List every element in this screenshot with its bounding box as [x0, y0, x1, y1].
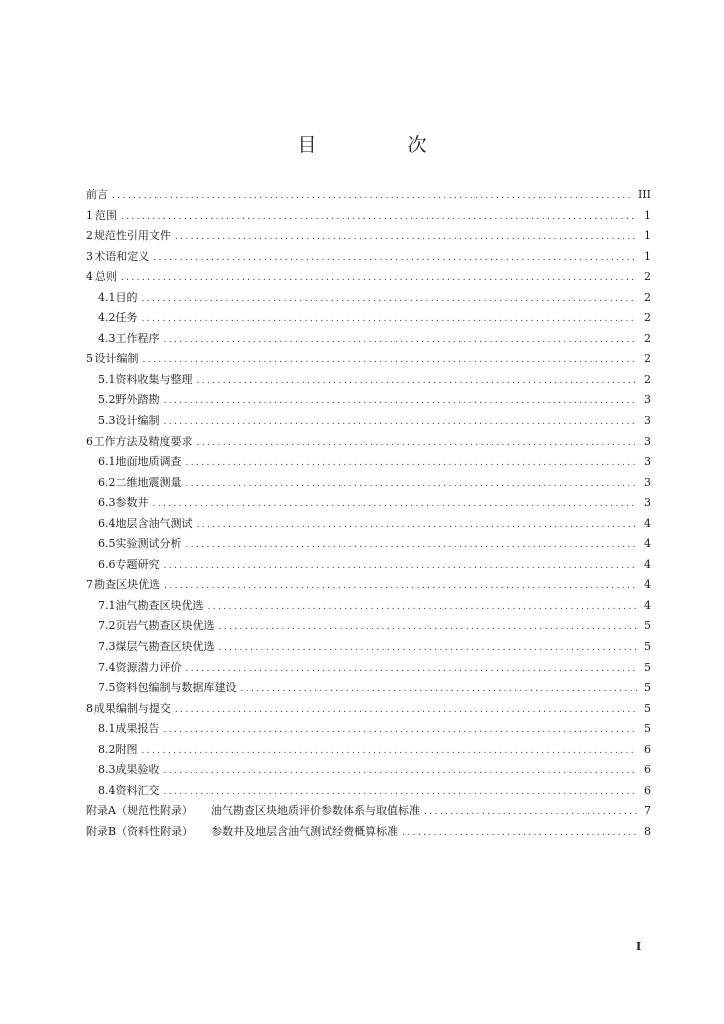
toc-entry[interactable]	[86, 658, 651, 679]
toc-entry[interactable]	[86, 575, 651, 596]
toc-entry-page: 4	[644, 598, 651, 612]
dot-leader	[164, 576, 637, 597]
toc-entry-label: 目的	[115, 290, 138, 304]
toc-entry-number: 6.3	[98, 496, 116, 510]
toc-entry[interactable]	[86, 740, 651, 761]
toc-entry-page: 2	[644, 352, 651, 366]
annex-prefix: 附录B（资料性附录）	[86, 824, 194, 838]
toc-entry-label: 工作程序	[115, 331, 160, 345]
toc-entry-page: 3	[644, 496, 651, 510]
toc-entry-page: 2	[644, 311, 651, 325]
toc-entry[interactable]	[86, 473, 651, 494]
toc-entry-label: 油气勘查区块优选	[115, 598, 204, 612]
toc-entry-label: 成果编制与提交	[93, 701, 171, 715]
table-of-contents	[86, 185, 651, 843]
toc-entry[interactable]	[86, 349, 651, 370]
toc-entry-number: 3	[86, 249, 93, 263]
toc-entry-page: 2	[644, 372, 651, 386]
dot-leader	[164, 761, 638, 782]
toc-entry-label: 资料汇交	[115, 783, 160, 797]
toc-entry-page: 5	[644, 660, 651, 674]
toc-entry-number: 8.1	[98, 722, 116, 736]
dot-leader	[164, 782, 638, 803]
toc-entry[interactable]	[86, 781, 651, 802]
toc-entry-number: 7.1	[98, 598, 116, 612]
toc-entry-label: 成果验收	[115, 763, 160, 777]
dot-leader	[164, 556, 638, 577]
toc-entry-label: 野外踏勘	[115, 393, 160, 407]
dot-leader	[164, 412, 638, 433]
toc-entry-label: 设计编制	[115, 414, 160, 428]
dot-leader	[142, 741, 638, 762]
toc-entry-label: 煤层气勘查区块优选	[115, 640, 215, 654]
toc-entry-number: 4.1	[98, 290, 116, 304]
toc-entry-page: 1	[644, 249, 651, 263]
dot-leader	[219, 638, 638, 659]
toc-entry-page: 2	[644, 270, 651, 284]
toc-entry-page: 3	[644, 475, 651, 489]
toc-entry-page: 5	[644, 619, 651, 633]
toc-entry-number: 2	[86, 229, 93, 243]
toc-entry-label: 地层含油气测试	[115, 516, 193, 530]
toc-entry[interactable]	[86, 411, 651, 432]
toc-entry[interactable]	[86, 226, 651, 247]
dot-leader	[112, 186, 634, 207]
toc-entry-number: 7.5	[98, 681, 116, 695]
toc-entry-number: 4.3	[98, 331, 116, 345]
toc-entry-label: 资料包编制与数据库建设	[115, 681, 237, 695]
toc-entry-page: 3	[644, 393, 651, 407]
toc-entry-label: 附图	[115, 742, 138, 756]
toc-entry-label: 规范性引用文件	[93, 229, 171, 243]
toc-entry-number: 5	[86, 352, 93, 366]
toc-entry-label: 总则	[94, 270, 117, 284]
toc-entry-number: 7.3	[98, 640, 116, 654]
toc-entry-page: 6	[644, 763, 651, 777]
toc-entry[interactable]	[86, 678, 651, 699]
toc-entry[interactable]	[86, 206, 651, 227]
toc-entry[interactable]	[86, 452, 651, 473]
toc-entry[interactable]	[86, 493, 651, 514]
toc-entry-page: 4	[644, 516, 651, 530]
toc-entry-number: 7.2	[98, 619, 116, 633]
toc-entry-page: 3	[644, 455, 651, 469]
toc-entry-label: 地面地质调查	[115, 455, 182, 469]
dot-leader	[197, 433, 637, 454]
toc-entry-label: 范围	[94, 208, 117, 222]
dot-leader	[175, 700, 637, 721]
annex-label: 参数井及地层含油气测试经费概算标准	[211, 824, 399, 838]
toc-entry-label: 资源潜力评价	[115, 660, 182, 674]
annex-label: 油气勘查区块地质评价参数体系与取值标准	[210, 804, 420, 818]
toc-entry[interactable]	[86, 699, 651, 720]
annex-page: 8	[644, 824, 651, 838]
toc-entry-label: 参数井	[115, 496, 149, 510]
toc-entry-page: 2	[644, 290, 651, 304]
toc-entry-number: 4.2	[98, 311, 116, 325]
toc-entry-page: 6	[644, 783, 651, 797]
dot-leader	[186, 453, 638, 474]
toc-entry-page: 1	[644, 208, 651, 222]
toc-entry-page: III	[637, 188, 651, 201]
dot-leader	[153, 248, 637, 269]
toc-entry[interactable]	[86, 719, 651, 740]
toc-entry-number: 7.4	[98, 660, 116, 674]
toc-entry-page: 5	[644, 722, 651, 736]
toc-entry-page: 4	[644, 578, 651, 592]
toc-entry[interactable]	[86, 432, 651, 453]
dot-leader	[241, 679, 638, 700]
toc-entry[interactable]	[86, 267, 651, 288]
toc-entry[interactable]	[86, 637, 651, 658]
toc-entry[interactable]	[86, 555, 651, 576]
dot-leader	[197, 371, 638, 392]
toc-annex-entry[interactable]	[86, 801, 651, 822]
dot-leader	[219, 617, 638, 638]
dot-leader	[175, 227, 637, 248]
toc-entry-page: 6	[644, 742, 651, 756]
toc-entry-number: 5.2	[98, 393, 116, 407]
dot-leader	[186, 659, 638, 680]
toc-entry-label: 勘查区块优选	[94, 578, 161, 592]
toc-entry-label: 成果报告	[115, 722, 160, 736]
toc-entry-number: 6.4	[98, 516, 116, 530]
toc-entry-number: 8.2	[98, 742, 116, 756]
toc-entry-number: 7	[86, 578, 93, 592]
dot-leader	[142, 309, 638, 330]
toc-entry-page: 3	[644, 414, 651, 428]
toc-entry-number: 8.4	[98, 783, 116, 797]
toc-entry-number: 4	[86, 270, 93, 284]
toc-entry-page: 2	[644, 331, 651, 345]
toc-entry-label: 术语和定义	[94, 249, 150, 263]
toc-entry[interactable]	[86, 596, 651, 617]
annex-prefix: 附录A（规范性附录）	[86, 804, 193, 818]
dot-leader	[164, 720, 638, 741]
toc-entry-label: 工作方法及精度要求	[93, 434, 193, 448]
toc-entry-page: 5	[644, 681, 651, 695]
toc-entry-number: 6.5	[98, 537, 116, 551]
toc-entry-page: 5	[644, 640, 651, 654]
toc-entry-page: 5	[644, 701, 651, 715]
annex-page: 7	[644, 804, 651, 818]
dot-leader	[142, 289, 638, 310]
toc-entry-number: 5.1	[98, 372, 116, 386]
dot-leader	[208, 597, 638, 618]
toc-entry-label: 设计编制	[94, 352, 139, 366]
toc-entry[interactable]	[86, 247, 651, 268]
toc-entry[interactable]	[86, 390, 651, 411]
toc-entry[interactable]	[86, 329, 651, 350]
toc-entry-label: 任务	[115, 311, 138, 325]
toc-entry-label: 资料收集与整理	[115, 372, 193, 386]
dot-leader	[164, 391, 638, 412]
dot-leader	[142, 350, 637, 371]
dot-leader	[153, 494, 638, 515]
toc-entry-number: 6.1	[98, 455, 116, 469]
toc-entry[interactable]	[86, 185, 651, 206]
dot-leader	[121, 268, 637, 289]
toc-entry-label: 前言	[86, 188, 108, 201]
toc-entry-number: 5.3	[98, 414, 116, 428]
dot-leader	[121, 207, 637, 228]
footer-page-number: I	[636, 940, 642, 953]
toc-annex-entry[interactable]	[86, 822, 651, 843]
page-title: 目 次	[297, 134, 463, 156]
toc-entry[interactable]	[86, 514, 651, 535]
dot-leader	[197, 515, 638, 536]
dot-leader	[424, 802, 637, 823]
dot-leader	[164, 330, 638, 351]
toc-entry-label: 实验测试分析	[115, 537, 182, 551]
toc-entry[interactable]	[86, 308, 651, 329]
toc-entry[interactable]	[86, 616, 651, 637]
toc-entry-number: 6.6	[98, 557, 116, 571]
toc-entry-page: 4	[644, 537, 651, 551]
toc-entry-label: 专题研究	[115, 557, 160, 571]
toc-entry[interactable]	[86, 288, 651, 309]
toc-entry-number: 6	[86, 434, 93, 448]
toc-entry[interactable]	[86, 760, 651, 781]
toc-entry-number: 8	[86, 701, 93, 715]
dot-leader	[186, 474, 638, 495]
toc-entry-page: 1	[644, 229, 651, 243]
toc-entry-number: 6.2	[98, 475, 116, 489]
toc-entry-label: 二维地震测量	[115, 475, 182, 489]
toc-entry-page: 4	[644, 557, 651, 571]
toc-entry[interactable]	[86, 534, 651, 555]
toc-entry-label: 页岩气勘查区块优选	[115, 619, 215, 633]
toc-entry-number: 8.3	[98, 763, 116, 777]
dot-leader	[186, 535, 638, 556]
toc-entry-page: 3	[644, 434, 651, 448]
dot-leader	[402, 823, 637, 844]
toc-entry[interactable]	[86, 370, 651, 391]
toc-entry-number: 1	[86, 208, 93, 222]
